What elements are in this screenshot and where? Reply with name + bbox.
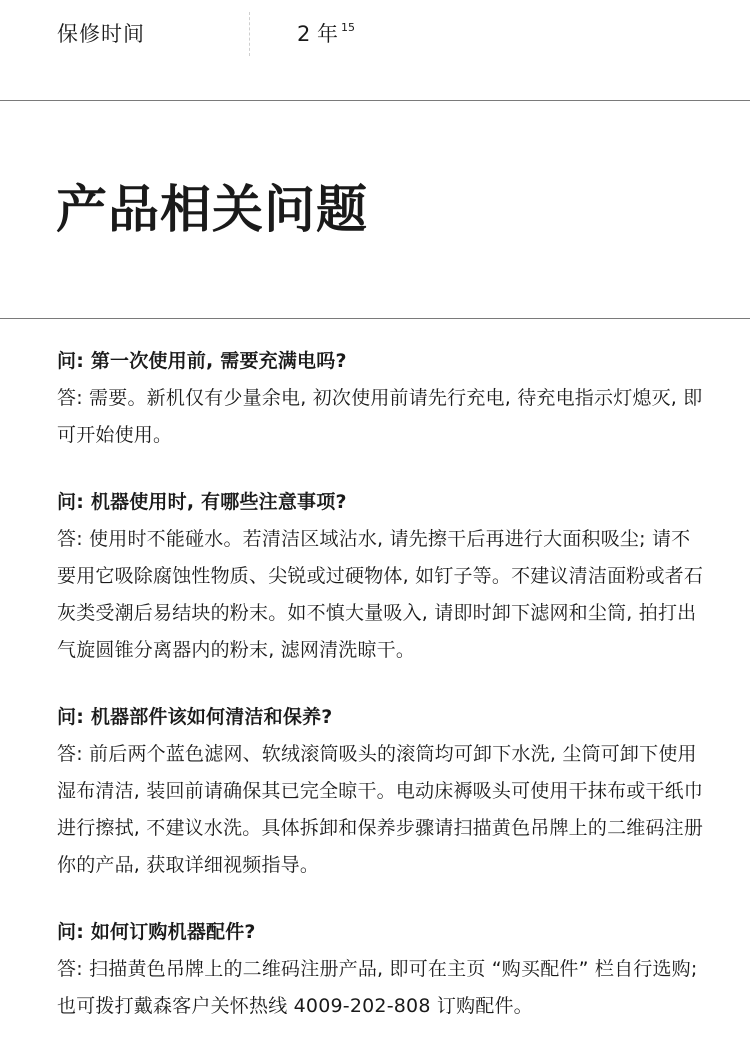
- warranty-divider: [249, 12, 250, 56]
- faq-list: [0, 319, 707, 1025]
- faq-answer: 答: 扫描黄色吊牌上的二维码注册产品, 即可在主页 “购买配件” 栏自行选购; 也可拨打戴森客户关怀热线 4009-202-808 订购配件。: [57, 958, 698, 1017]
- section-header: [0, 101, 750, 319]
- warranty-value-text: 2 年: [297, 22, 339, 46]
- faq-answer: 答: 需要。新机仅有少量余电, 初次使用前请先行充电, 待充电指示灯熄灭, 即可开始使用。: [57, 387, 703, 446]
- warranty-label: 保修时间: [57, 22, 145, 46]
- faq-item: [57, 484, 707, 669]
- faq-answer: 答: 使用时不能碰水。若清洁区域沾水, 请先擦干后再进行大面积吸尘; 请不要用它吸除腐蚀性物质、尖锐或过硬物体, 如钉子等。不建议清洁面粉或者石灰类受潮后易结块的粉末。如不慎大量吸入, 请即时卸下滤网和尘筒, 拍打出气旋圆锥分离器内的粉末, 滤网清洗晾干。: [57, 528, 704, 661]
- faq-question: 问: 机器使用时, 有哪些注意事项?: [57, 491, 347, 513]
- faq-item: [57, 699, 707, 884]
- faq-answer: 答: 前后两个蓝色滤网、软绒滚筒吸头的滚筒均可卸下水洗, 尘筒可卸下使用湿布清洁, 装回前请确保其已完全晾干。电动床褥吸头可使用干抹布或干纸巾进行擦拭, 不建议水洗。具体拆卸和保养步骤请扫描黄色吊牌上的二维码注册你的产品, 获取详细视频指导。: [57, 743, 704, 876]
- section-title: 产品相关问题: [56, 181, 369, 240]
- faq-question: 问: 机器部件该如何清洁和保养?: [57, 706, 333, 728]
- faq-question: 问: 如何订购机器配件?: [57, 921, 256, 943]
- faq-item: [57, 914, 707, 1025]
- warranty-row: [0, 0, 750, 101]
- warranty-value: [297, 20, 355, 48]
- warranty-footnote: 15: [341, 21, 356, 34]
- faq-item: [57, 343, 707, 454]
- faq-question: 问: 第一次使用前, 需要充满电吗?: [57, 350, 347, 372]
